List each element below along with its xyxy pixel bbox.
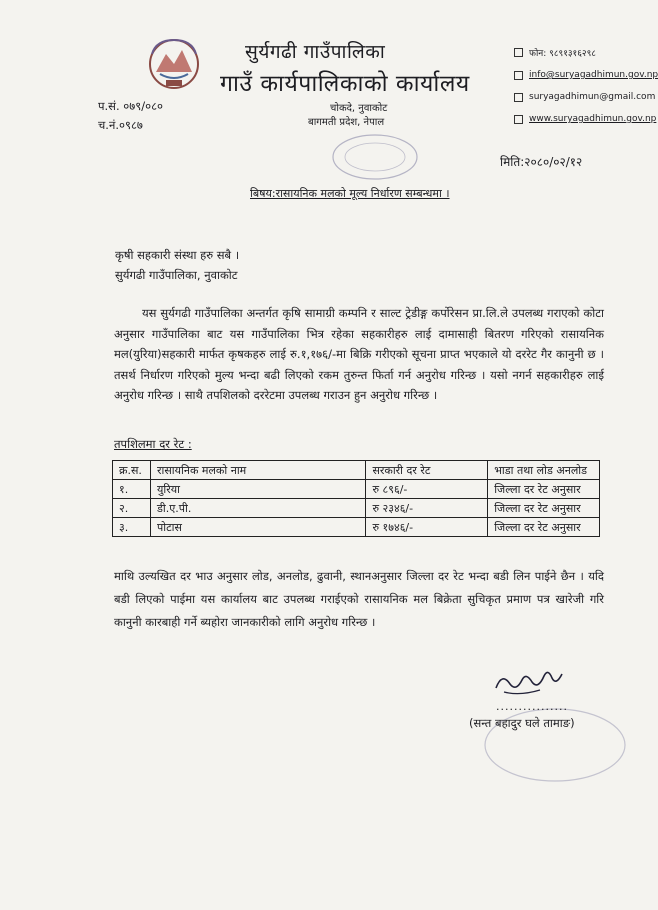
signatory-name: (सन्त बहादुर घले तामाङ) [469, 716, 575, 730]
nepal-emblem-logo [146, 34, 202, 92]
table-cell: २. [113, 499, 151, 518]
contact-website[interactable]: www.suryagadhimun.gov.np [514, 114, 656, 124]
body-paragraph-2: माथि उल्यखित दर भाउ अनुसार लोड, अनलोड, ढुवानी, स्थानअनुसार जिल्ला दर रेट भन्दा बडी लिन पाईने छैन । यदि बडी लिएको पाईमा यस कार्यालय बाट उपलब्ध गराईएको रासायनिक मल बिक्रेता सुचिकृत प्रमाण पत्र खारेजी गरि कानुनी कारबाही गर्ने ब्यहोरा जानकारीको लागि अनुरोध गरिन्छ । [114, 569, 604, 629]
fertilizer-rate-table [112, 460, 600, 537]
table-header-row [113, 461, 600, 480]
table-cell: पोटास [150, 518, 365, 537]
email-box-icon [514, 71, 523, 80]
office-name-executive: गाउँ कार्यपालिकाको कार्यालय [220, 71, 470, 97]
table-cell: १. [113, 480, 151, 499]
table-cell: युरिया [150, 480, 365, 499]
office-stamp [330, 132, 420, 182]
email-box-icon [514, 93, 523, 102]
table-header-cell: क्र.स. [113, 461, 151, 480]
table-header-cell: सरकारी दर रेट [366, 461, 488, 480]
table-row [113, 518, 600, 537]
table-row [113, 499, 600, 518]
recipient-line-2: सुर्यगढी गाउँपालिका, नुवाकोट [115, 268, 238, 282]
contact-phone: फोन: ९८९१३१६२९८ [514, 46, 596, 59]
table-row [113, 480, 600, 499]
table-caption: तपशिलमा दर रेट : [114, 437, 192, 451]
table-cell: रु ८९६/- [366, 480, 488, 499]
table-header-cell: रासायनिक मलको नाम [150, 461, 365, 480]
handwritten-signature [490, 662, 570, 700]
address-line-1: चोकदे, नुवाकोट [330, 103, 388, 114]
body-paragraph-1: यस सुर्यगढी गाउँपालिका अन्तर्गत कृषि सामाग्री कम्पनि र साल्ट ट्रेडीङ्ग कर्पोरेसन प्रा.लि.ले उपलब्ध गराएको कोटा अनुसार गाउँपालिका बाट यस गाउँपालिका भित्र रहेका सहकारीहरु लाई दामासाही बितरण गरिएको रासायनिक मल(युरिया)सहकारी मार्फत कृषकहरु लाई रु.१,१७६/-मा बिक्रि गरीएको सूचना प्राप्त भएकाले यो दररेट गैर कानुनी छ ।तसर्थ निर्धारण गरिएको मुल्य भन्दा बढी लिएको रकम तुरुन्त फिर्ता गर्न अनुरोध गरिन्छ । यसो नगर्न सहकारीहरु लाई अनुरोध गरिन्छ । साथै तपशिलको दररेटमा उपलब्ध गराउन हुन अनुरोध गरिन्छ । [114, 306, 604, 402]
letter-ref-number: प.सं. ०७९/०८० [98, 99, 164, 113]
phone-box-icon [514, 48, 523, 57]
table-cell: रु १७४६/- [366, 518, 488, 537]
table-cell: रु २३४६/- [366, 499, 488, 518]
table-cell: जिल्ला दर रेट अनुसार [488, 499, 600, 518]
letter-subject: बिषय:रासायनिक मलको मूल्य निर्धारण सम्बन्धमा । [250, 187, 450, 200]
address-line-2: बागमती प्रदेश, नेपाल [308, 117, 385, 128]
table-cell: ३. [113, 518, 151, 537]
web-box-icon [514, 115, 523, 124]
dispatch-number: च.नं.०९८७ [98, 118, 143, 132]
signatory-stamp [460, 700, 630, 790]
letter-date: मिति:२०८०/०२/१२ [500, 155, 583, 169]
table-cell: जिल्ला दर रेट अनुसार [488, 518, 600, 537]
contact-email-official[interactable]: info@suryagadhimun.gov.np [514, 70, 658, 80]
office-name-municipality: सुर्यगढी गाउँपालिका [245, 41, 386, 63]
contact-email-gmail[interactable]: suryagadhimun@gmail.com [514, 92, 655, 102]
recipient-line-1: कृषी सहकारी संस्था हरु सबै । [115, 248, 240, 262]
signature-line: ................ [496, 700, 568, 713]
table-cell: डी.ए.पी. [150, 499, 365, 518]
table-cell: जिल्ला दर रेट अनुसार [488, 480, 600, 499]
table-header-cell: भाडा तथा लोड अनलोड [488, 461, 600, 480]
